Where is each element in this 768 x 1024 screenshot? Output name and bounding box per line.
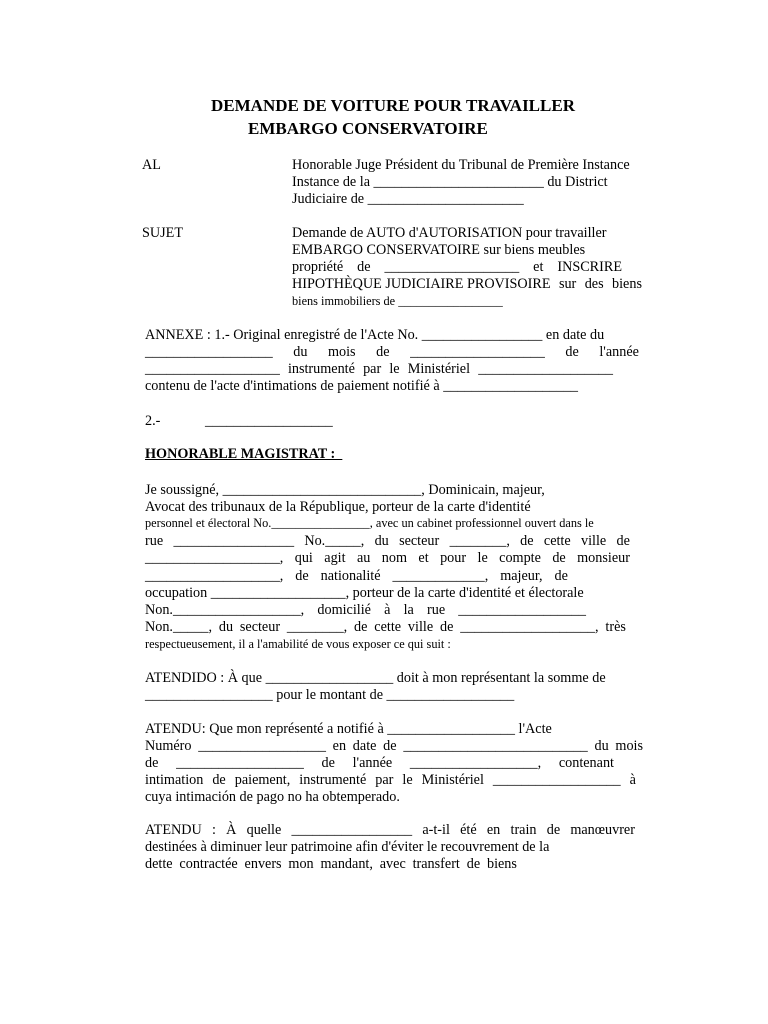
body-line-6: ___________________, de nationalité _____________, majeur, de <box>145 568 568 584</box>
annexe-item-2-blank: __________________ <box>205 413 333 429</box>
body-line-4: rue _________________ No._____, du secteur ________, de cette ville de <box>145 533 630 549</box>
al-line-2: Instance de la ________________________ du District <box>292 174 608 190</box>
body-line-1: Je soussigné, ____________________________, Dominicain, majeur, <box>145 482 545 498</box>
annexe-item-2-label: 2.- <box>145 413 161 429</box>
atendido-line-1: ATENDIDO : À que __________________ doit à mon représentant la somme de <box>145 670 606 686</box>
atendu-2-line-2: destinées à diminuer leur patrimoine afin d'éviter le recouvrement de la <box>145 839 550 855</box>
body-line-7: occupation ___________________, porteur de la carte d'identité et électorale <box>145 585 584 601</box>
al-line-3: Judiciaire de ______________________ <box>292 191 524 207</box>
body-line-9: Non._____, du secteur ________, de cette ville de ___________________, très <box>145 619 626 635</box>
annexe-line-2: __________________ du mois de ___________________ de l'année <box>145 344 639 360</box>
document-title-line-1: DEMANDE DE VOITURE POUR TRAVAILLER <box>211 96 575 115</box>
document-title-line-2: EMBARGO CONSERVATOIRE <box>248 119 488 138</box>
annexe-line-4: contenu de l'acte d'intimations de paiement notifié à ___________________ <box>145 378 579 394</box>
atendu-1-line-2: Numéro __________________ en date de __________________________ du mois <box>145 738 643 754</box>
annexe-line-1: ANNEXE : 1.- Original enregistré de l'Acte No. _________________ en date du <box>145 327 605 343</box>
al-line-1: Honorable Juge Président du Tribunal de Première Instance <box>292 157 630 173</box>
body-line-10: respectueusement, il a l'amabilité de vous exposer ce qui suit : <box>145 637 451 651</box>
atendu-1-line-5: cuya intimación de pago no ha obtemperado. <box>145 789 400 805</box>
sujet-line-2: EMBARGO CONSERVATOIRE sur biens meubles <box>292 242 586 258</box>
atendu-1-line-1: ATENDU: Que mon représenté a notifié à __________________ l'Acte <box>145 721 552 737</box>
atendu-2-line-3: dette contractée envers mon mandant, avec transfert de biens <box>145 856 517 872</box>
salutation-heading: HONORABLE MAGISTRAT : <box>145 446 343 462</box>
atendido-line-2: __________________ pour le montant de __________________ <box>145 687 515 703</box>
sujet-label: SUJET <box>142 225 183 241</box>
atendu-1-line-4: intimation de paiement, instrumenté par le Ministériel __________________ à <box>145 772 636 788</box>
body-line-8: Non.__________________, domicilié à la rue __________________ <box>145 602 586 618</box>
body-line-2: Avocat des tribunaux de la République, porteur de la carte d'identité <box>145 499 531 515</box>
sujet-line-5: biens immobiliers de _________________ <box>292 294 503 308</box>
atendu-2-line-1: ATENDU : À quelle _________________ a-t-il été en train de manœuvrer <box>145 822 635 838</box>
annexe-line-3: ___________________ instrumenté par le Ministériel ___________________ <box>145 361 613 377</box>
atendu-1-line-3: de __________________ de l'année __________________, contenant <box>145 755 614 771</box>
sujet-line-1: Demande de AUTO d'AUTORISATION pour travailler <box>292 225 607 241</box>
sujet-line-4: HIPOTHÈQUE JUDICIAIRE PROVISOIRE sur des biens <box>292 276 642 292</box>
sujet-line-3: propriété de ___________________ et INSCRIRE <box>292 259 622 275</box>
body-line-3: personnel et électoral No.________________, avec un cabinet professionnel ouvert dans le <box>145 516 594 530</box>
al-label: AL <box>142 157 161 173</box>
body-line-5: ___________________, qui agit au nom et pour le compte de monsieur <box>145 550 630 566</box>
